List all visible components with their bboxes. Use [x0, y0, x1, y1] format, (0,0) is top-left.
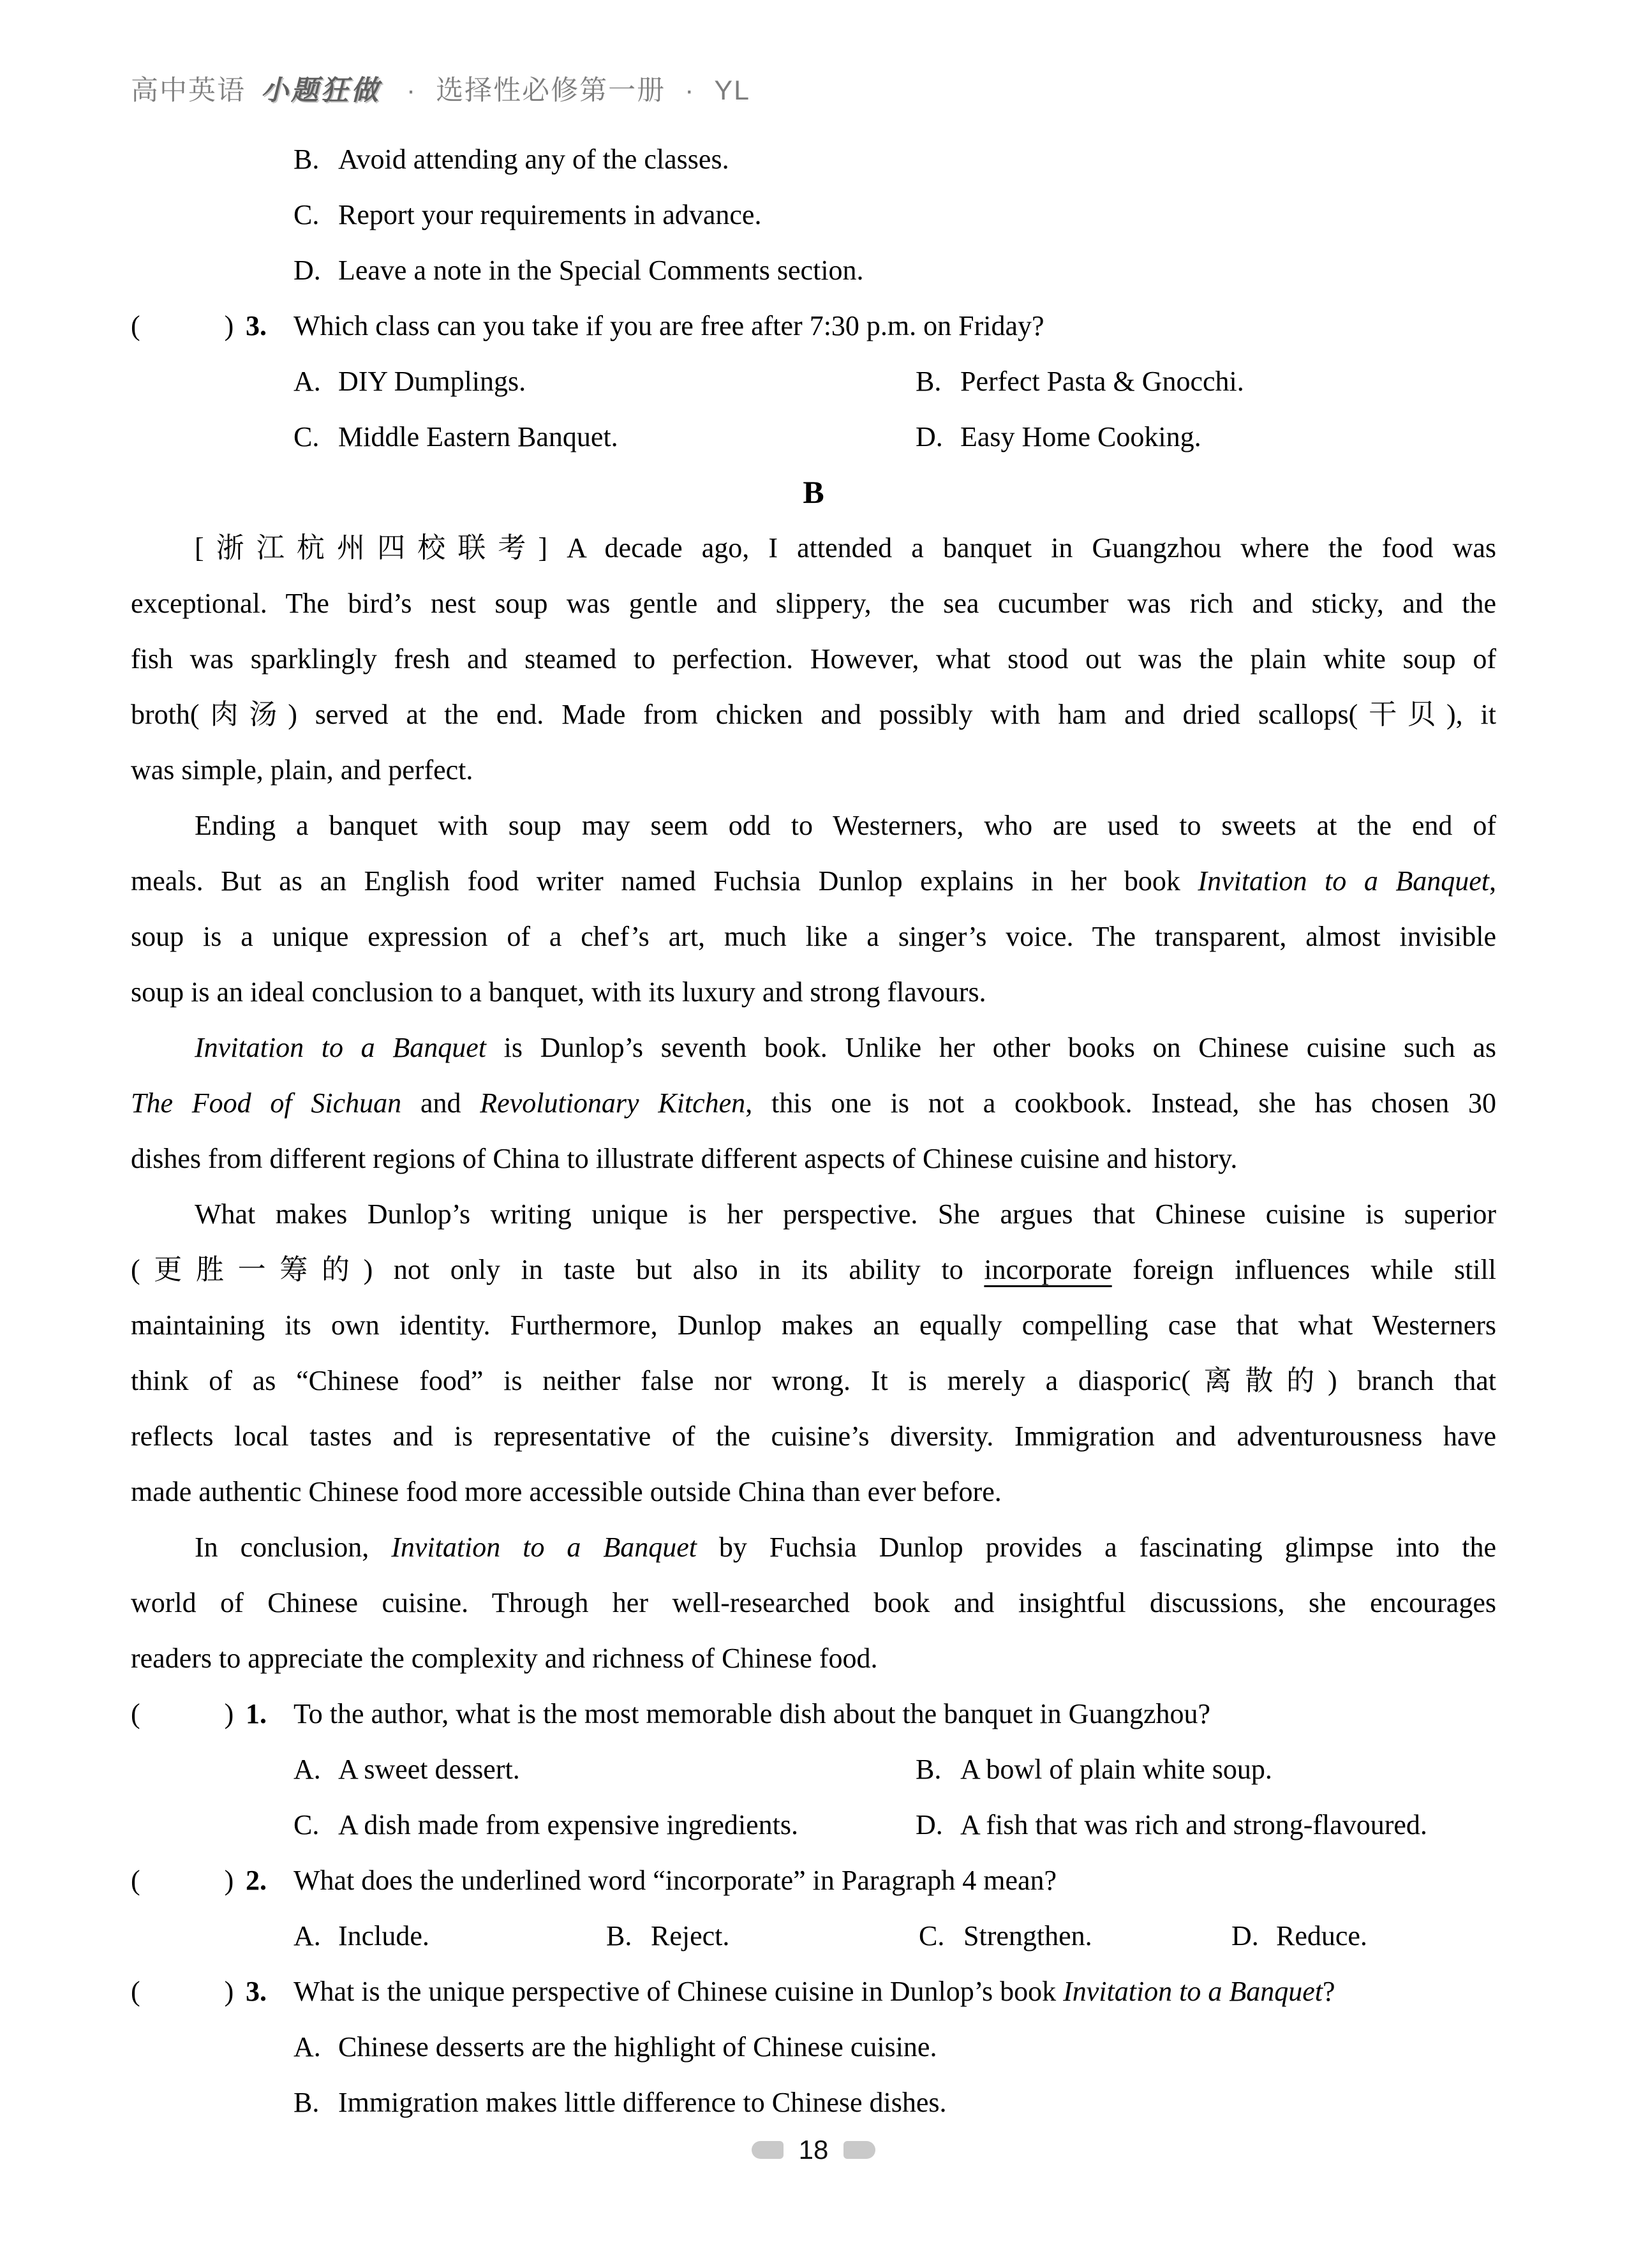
passage-line: dishes from different regions of China to illustrate different aspects of Chinese cuisine and history.	[131, 1143, 1238, 1174]
question-number: 3.	[246, 1976, 267, 2007]
option-label: A.	[293, 1920, 321, 1951]
option-label: D.	[916, 1809, 943, 1840]
option-text: A sweet dessert.	[338, 1754, 520, 1785]
option-text: Include.	[338, 1920, 429, 1951]
header-book-title: 选择性必修第一册	[436, 75, 666, 106]
option-label: B.	[916, 366, 942, 397]
option-label: C.	[293, 1809, 320, 1840]
passage-line: The Food of Sichuan and Revolutionary Kitchen, this one is not a cookbook. Instead, she has chosen 30	[131, 1087, 1497, 1119]
option-label: B.	[293, 2087, 320, 2118]
question-row	[131, 1686, 1496, 1742]
passage-line: soup is an ideal conclusion to a banquet, with its luxury and strong flavours.	[131, 976, 986, 1008]
option-cell	[916, 1797, 1427, 1853]
passage-line: exceptional. The bird’s nest soup was gentle and slippery, the sea cucumber was rich and sticky, and the	[131, 588, 1496, 619]
option-text: Chinese desserts are the highlight of Chinese cuisine.	[338, 2031, 937, 2063]
option-label: D.	[916, 421, 943, 452]
option-label: C.	[293, 199, 320, 230]
question-text: To the author, what is the most memorable dish about the banquet in Guangzhou?	[293, 1698, 1211, 1729]
option-label: A.	[293, 1754, 321, 1785]
passage-line: made authentic Chinese food more accessible outside China than ever before.	[131, 1476, 1002, 1507]
option-text: Reject.	[651, 1920, 730, 1951]
option-cell	[293, 354, 916, 409]
header-course: 高中英语	[131, 75, 246, 106]
option-cell	[916, 354, 1244, 409]
passage-line: maintaining its own identity. Furthermore, Dunlop makes an equally compelling case that what Westerners	[131, 1309, 1496, 1341]
option-row	[131, 354, 1496, 409]
passage-line: meals. But as an English food writer named Fuchsia Dunlop explains in her book Invitation to a Banquet,	[131, 865, 1497, 897]
passage-line: Ending a banquet with soup may seem odd to Westerners, who are used to sweets at the end of	[195, 810, 1496, 841]
option-row	[131, 131, 1496, 187]
passage-line: (更胜一筹的) not only in taste but also in its ability to incorporate foreign influences while still	[131, 1254, 1496, 1285]
passage-line: [浙江杭州四校联考] A decade ago, I attended a banquet in Guangzhou where the food was	[195, 532, 1496, 563]
passage-line: broth(肉汤) served at the end. Made from chicken and possibly with ham and dried scallops(干贝), it	[131, 699, 1496, 730]
passage-line: soup is a unique expression of a chef’s art, much like a singer’s voice. The transparent, almost invisible	[131, 921, 1496, 952]
question-text: Which class can you take if you are free after 7:30 p.m. on Friday?	[293, 310, 1044, 341]
question-row	[131, 298, 1496, 354]
passage-line: reflects local tastes and is representative of the cuisine’s diversity. Immigration and adventurousness have	[131, 1421, 1496, 1452]
answer-paren: ( )	[131, 1976, 234, 2007]
option-label: D.	[1231, 1920, 1259, 1951]
option-text: Report your requirements in advance.	[338, 199, 762, 230]
option-text: A fish that was rich and strong-flavoured.	[960, 1809, 1427, 1840]
option-text: A bowl of plain white soup.	[960, 1754, 1272, 1785]
option-cell	[1231, 1908, 1367, 1964]
option-text: Strengthen.	[963, 1920, 1092, 1951]
option-label: D.	[293, 255, 321, 286]
option-label: C.	[293, 421, 320, 452]
passage-line: was simple, plain, and perfect.	[131, 754, 473, 786]
option-text: Leave a note in the Special Comments section.	[338, 255, 864, 286]
answer-paren: ( )	[131, 1698, 234, 1729]
page-number: 18	[798, 2135, 829, 2165]
answer-paren: ( )	[131, 310, 234, 341]
question-number: 1.	[246, 1698, 267, 1729]
answer-paren: ( )	[131, 1865, 234, 1896]
option-label: B.	[293, 144, 320, 175]
footer-pill-right-icon	[843, 2141, 875, 2159]
question-text: What does the underlined word “incorporate” in Paragraph 4 mean?	[293, 1865, 1057, 1896]
option-cell	[293, 409, 916, 465]
option-label: A.	[293, 366, 321, 397]
header-separator-dot: ·	[406, 75, 417, 106]
option-cell	[919, 1908, 1231, 1964]
option-cell	[293, 1742, 916, 1797]
question-number: 3.	[246, 310, 267, 341]
option-row	[131, 1908, 1496, 1964]
option-label: B.	[606, 1920, 632, 1951]
option-cell	[916, 409, 1201, 465]
option-cell	[293, 1908, 606, 1964]
option-row	[131, 2019, 1496, 2075]
header-edition-code: YL	[714, 75, 751, 106]
option-text: Avoid attending any of the classes.	[338, 144, 729, 175]
option-text: Reduce.	[1276, 1920, 1367, 1951]
passage-line: In conclusion, Invitation to a Banquet by Fuchsia Dunlop provides a fascinating glimpse into the	[195, 1532, 1496, 1563]
option-row	[131, 1797, 1496, 1853]
header-separator-dot: ·	[685, 75, 695, 106]
page-header	[131, 69, 750, 108]
option-row	[131, 187, 1496, 242]
option-row	[131, 2075, 1496, 2130]
option-text: Perfect Pasta & Gnocchi.	[960, 366, 1244, 397]
option-text: DIY Dumplings.	[338, 366, 526, 397]
option-label: C.	[919, 1920, 945, 1951]
option-label: A.	[293, 2031, 321, 2063]
page-content	[131, 131, 1496, 2130]
page-footer	[0, 2137, 1627, 2163]
passage-line: think of as “Chinese food” is neither false nor wrong. It is merely a diasporic(离散的) branch that	[131, 1365, 1496, 1396]
option-cell	[293, 1797, 916, 1853]
option-text: A dish made from expensive ingredients.	[338, 1809, 798, 1840]
option-text: Easy Home Cooking.	[960, 421, 1201, 452]
question-text: What is the unique perspective of Chinese cuisine in Dunlop’s book Invitation to a Banquet?	[293, 1976, 1335, 2007]
passage-line: world of Chinese cuisine. Through her well-researched book and insightful discussions, she encourages	[131, 1587, 1496, 1618]
option-label: B.	[916, 1754, 942, 1785]
option-cell	[916, 1742, 1272, 1797]
option-text: Immigration makes little difference to Chinese dishes.	[338, 2087, 947, 2118]
section-title: B	[803, 474, 824, 510]
option-cell	[606, 1908, 919, 1964]
passage-line: What makes Dunlop’s writing unique is her perspective. She argues that Chinese cuisine is superior	[195, 1198, 1496, 1230]
question-row	[131, 1964, 1496, 2019]
option-row	[131, 1742, 1496, 1797]
option-text: Middle Eastern Banquet.	[338, 421, 618, 452]
passage-line: Invitation to a Banquet is Dunlop’s seventh book. Unlike her other books on Chinese cuisine such as	[195, 1032, 1496, 1063]
passage-line: fish was sparklingly fresh and steamed to perfection. However, what stood out was the plain white soup of	[131, 643, 1496, 675]
passage-line: readers to appreciate the complexity and richness of Chinese food.	[131, 1643, 878, 1674]
option-row	[131, 242, 1496, 298]
question-row	[131, 1853, 1496, 1908]
question-number: 2.	[246, 1865, 267, 1896]
header-brand-logo: 小题狂做	[260, 75, 381, 106]
option-row	[131, 409, 1496, 465]
footer-pill-left-icon	[752, 2141, 784, 2159]
